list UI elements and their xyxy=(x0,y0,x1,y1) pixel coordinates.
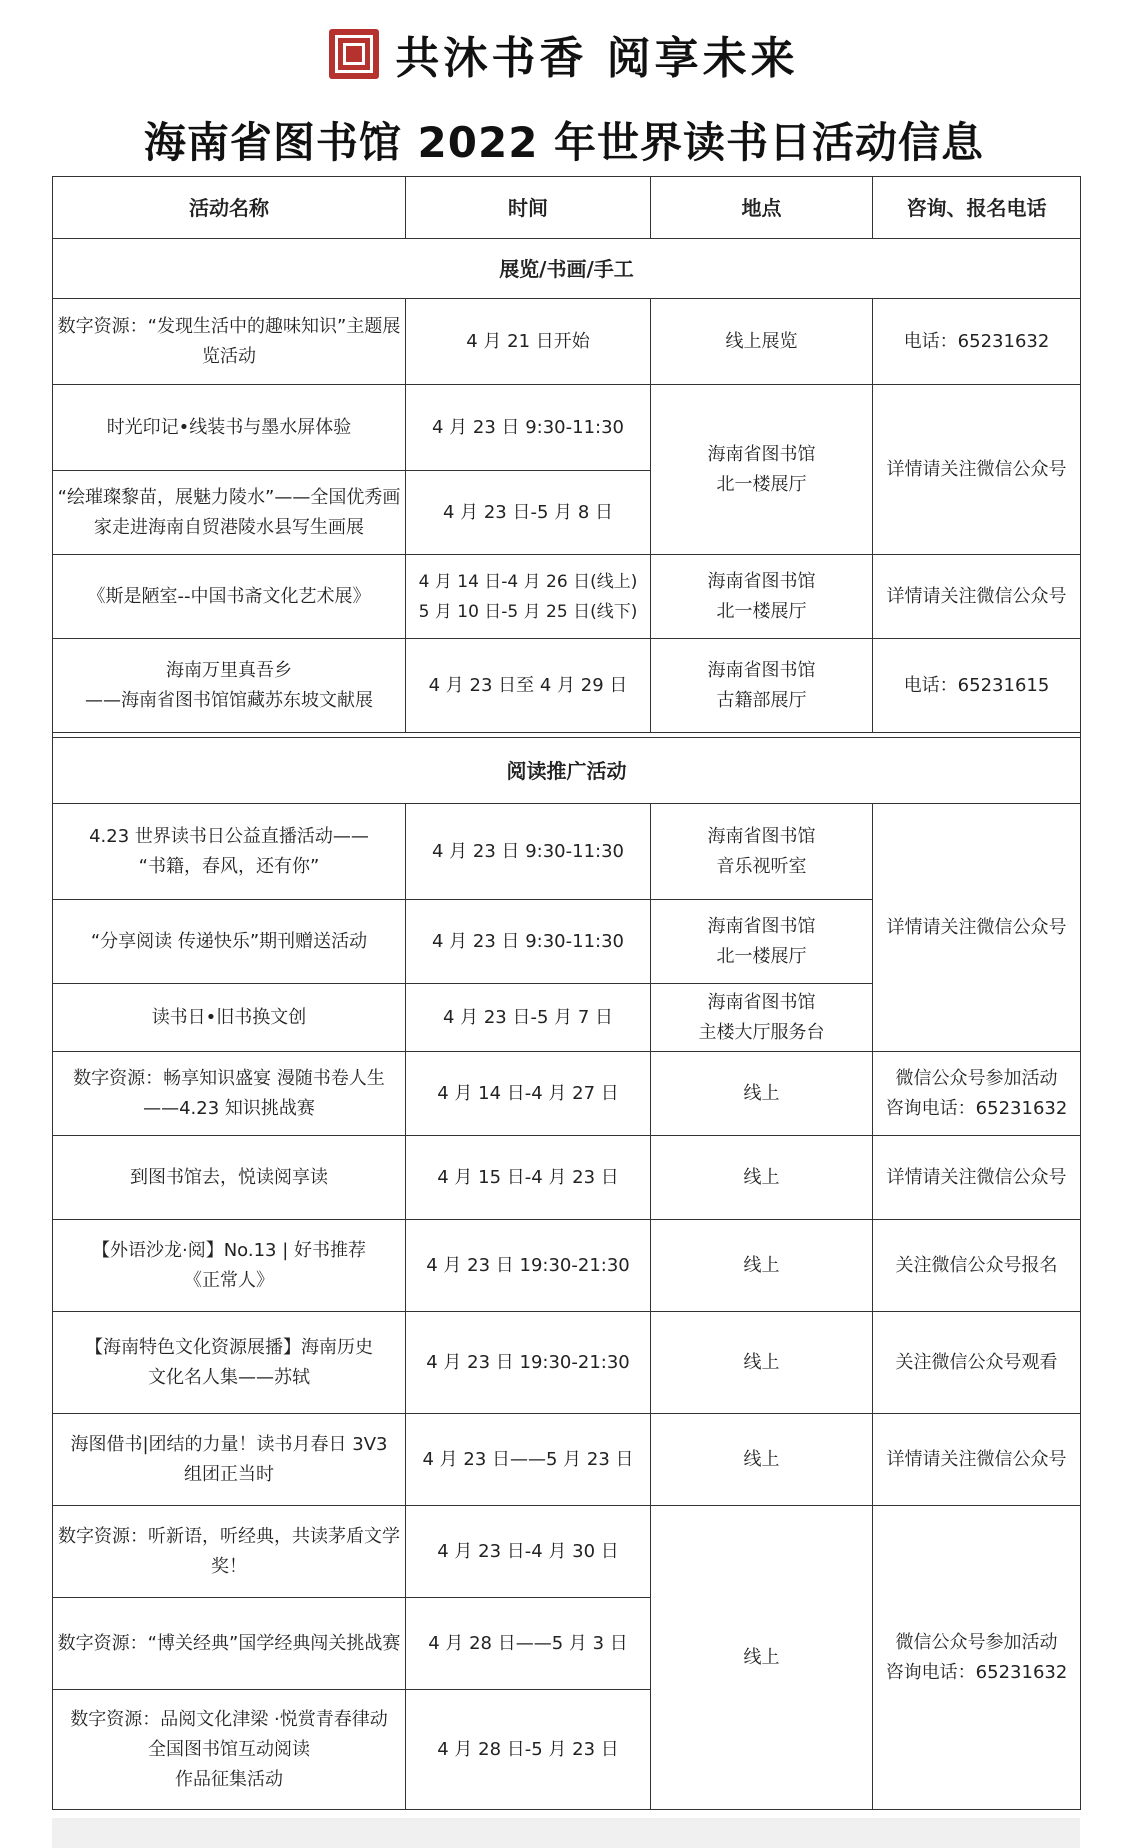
activity-place: 线上 xyxy=(651,1220,873,1312)
column-header: 活动名称 xyxy=(53,177,406,239)
activity-time: 4 月 23 日-4 月 30 日 xyxy=(406,1506,651,1598)
section-title: 阅读推广活动 xyxy=(53,738,1081,804)
activity-name: “分享阅读 传递快乐”期刊赠送活动 xyxy=(53,900,406,984)
activity-name: 数字资源：听新语，听经典，共读茅盾文学奖！ xyxy=(53,1506,406,1598)
activity-name: 读书日•旧书换文创 xyxy=(53,984,406,1052)
activity-time: 4 月 15 日-4 月 23 日 xyxy=(406,1136,651,1220)
activity-contact: 电话：65231615 xyxy=(873,639,1081,733)
activity-place: 线上 xyxy=(651,1506,873,1810)
activity-time: 4 月 23 日 9:30-11:30 xyxy=(406,900,651,984)
activity-contact: 关注微信公众号观看 xyxy=(873,1312,1081,1414)
activity-time: 4 月 23 日-5 月 7 日 xyxy=(406,984,651,1052)
table-row xyxy=(53,1414,1081,1506)
activity-place: 海南省图书馆 主楼大厅服务台 xyxy=(651,984,873,1052)
activity-name: 海南万里真吾乡 ——海南省图书馆馆藏苏东坡文献展 xyxy=(53,639,406,733)
activity-time: 4 月 21 日开始 xyxy=(406,299,651,385)
activity-contact: 详情请关注微信公众号 xyxy=(873,1414,1081,1506)
activity-time: 4 月 28 日——5 月 3 日 xyxy=(406,1598,651,1690)
activity-place: 海南省图书馆 古籍部展厅 xyxy=(651,639,873,733)
slogan-row xyxy=(0,22,1128,86)
table-row xyxy=(53,804,1081,900)
activity-name: 到图书馆去，悦读阅享读 xyxy=(53,1136,406,1220)
table-row xyxy=(53,639,1081,733)
activity-place: 线上 xyxy=(651,1052,873,1136)
activity-place: 海南省图书馆 北一楼展厅 xyxy=(651,900,873,984)
table-row xyxy=(53,299,1081,385)
activity-name: 数字资源：品阅文化津梁 ·悦赏青春律动 全国图书馆互动阅读 作品征集活动 xyxy=(53,1690,406,1810)
activity-place: 线上展览 xyxy=(651,299,873,385)
activity-name: 数字资源：“博关经典”国学经典闯关挑战赛 xyxy=(53,1598,406,1690)
table-row xyxy=(53,1136,1081,1220)
activity-time: 4 月 14 日-4 月 26 日(线上) 5 月 10 日-5 月 25 日(线下) xyxy=(406,555,651,639)
activity-name: 时光印记•线装书与墨水屏体验 xyxy=(53,385,406,471)
activity-time: 4 月 23 日 9:30-11:30 xyxy=(406,804,651,900)
table-row xyxy=(53,1312,1081,1414)
activity-place: 海南省图书馆 音乐视听室 xyxy=(651,804,873,900)
activity-name: 【外语沙龙·阅】No.13 | 好书推荐 《正常人》 xyxy=(53,1220,406,1312)
activity-contact: 微信公众号参加活动 咨询电话：65231632 xyxy=(873,1052,1081,1136)
activity-contact: 详情请关注微信公众号 xyxy=(873,555,1081,639)
table-row xyxy=(53,1220,1081,1312)
activity-name: 4.23 世界读书日公益直播活动—— “书籍，春风，还有你” xyxy=(53,804,406,900)
activity-name: “绘璀璨黎苗，展魅力陵水”——全国优秀画家走进海南自贸港陵水县写生画展 xyxy=(53,471,406,555)
activity-contact: 详情请关注微信公众号 xyxy=(873,804,1081,1052)
activity-time: 4 月 23 日-5 月 8 日 xyxy=(406,471,651,555)
activity-contact: 关注微信公众号报名 xyxy=(873,1220,1081,1312)
activity-place: 线上 xyxy=(651,1414,873,1506)
table-row xyxy=(53,555,1081,639)
column-header: 地点 xyxy=(651,177,873,239)
activity-place: 线上 xyxy=(651,1136,873,1220)
activity-contact: 电话：65231632 xyxy=(873,299,1081,385)
activity-time: 4 月 23 日 19:30-21:30 xyxy=(406,1312,651,1414)
table-header-row xyxy=(53,177,1081,239)
activity-time: 4 月 23 日 19:30-21:30 xyxy=(406,1220,651,1312)
page-title: 海南省图书馆 2022 年世界读书日活动信息 xyxy=(143,118,985,167)
activity-name: 数字资源：“发现生活中的趣味知识”主题展览活动 xyxy=(53,299,406,385)
activity-time: 4 月 28 日-5 月 23 日 xyxy=(406,1690,651,1810)
activity-contact: 微信公众号参加活动 咨询电话：65231632 xyxy=(873,1506,1081,1810)
header xyxy=(0,22,1128,170)
activity-place: 海南省图书馆 北一楼展厅 xyxy=(651,555,873,639)
activity-contact: 详情请关注微信公众号 xyxy=(873,1136,1081,1220)
activity-name: 【海南特色文化资源展播】海南历史 文化名人集——苏轼 xyxy=(53,1312,406,1414)
activity-place: 海南省图书馆 北一楼展厅 xyxy=(651,385,873,555)
activity-contact: 详情请关注微信公众号 xyxy=(873,385,1081,555)
activity-time: 4 月 14 日-4 月 27 日 xyxy=(406,1052,651,1136)
activity-place: 线上 xyxy=(651,1312,873,1414)
section-title: 展览/书画/手工 xyxy=(53,239,1081,299)
table-row xyxy=(53,1506,1081,1598)
activity-name: 海图借书|团结的力量！读书月春日 3V3 组团正当时 xyxy=(53,1414,406,1506)
activity-time: 4 月 23 日 9:30-11:30 xyxy=(406,385,651,471)
activity-time: 4 月 23 日——5 月 23 日 xyxy=(406,1414,651,1506)
footer-bar xyxy=(52,1818,1080,1848)
activity-name: 《斯是陋室--中国书斋文化艺术展》 xyxy=(53,555,406,639)
slogan: 共沐书香 阅享未来 xyxy=(395,33,799,84)
events-table xyxy=(52,176,1081,1810)
library-logo-icon xyxy=(329,29,379,79)
activity-time: 4 月 23 日至 4 月 29 日 xyxy=(406,639,651,733)
column-header: 咨询、报名电话 xyxy=(873,177,1081,239)
table-row xyxy=(53,385,1081,471)
column-header: 时间 xyxy=(406,177,651,239)
activity-name: 数字资源：畅享知识盛宴 漫随书卷人生 ——4.23 知识挑战赛 xyxy=(53,1052,406,1136)
table-row xyxy=(53,1052,1081,1136)
